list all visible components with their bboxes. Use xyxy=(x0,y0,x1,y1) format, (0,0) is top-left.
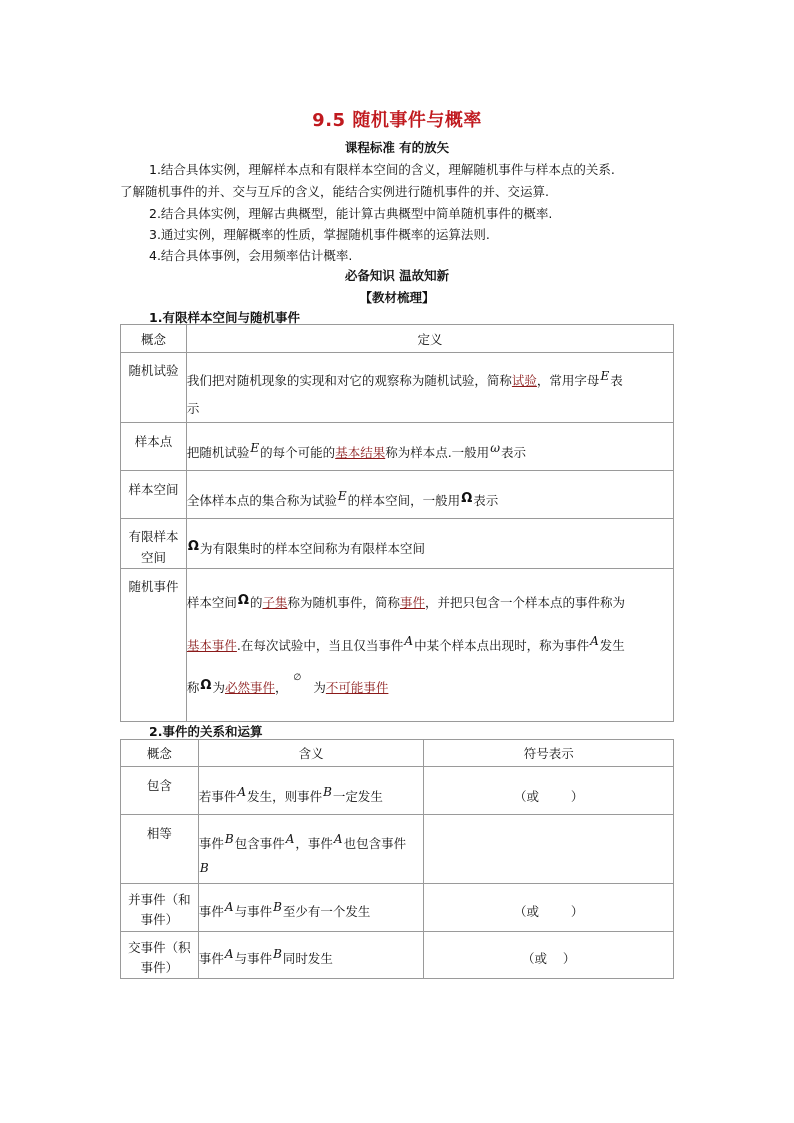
symbol-omega-lower: ω xyxy=(490,441,500,455)
symbol-omega: Ω xyxy=(237,593,249,608)
definition-text: 称 xyxy=(186,680,200,695)
standard-item-1-continued: 了解随机事件的并、交与互斥的含义，能结合实例进行随机事件的并、交运算. xyxy=(120,184,549,199)
definition-text: 为 xyxy=(313,680,326,695)
concept-text: 事件） xyxy=(140,912,179,927)
meaning-text: ，事件 xyxy=(295,836,333,851)
standards-heading: 课程标准 有的放矢 xyxy=(344,140,450,155)
concept-cell: 随机试验 xyxy=(121,353,187,423)
meaning-text: 至少有一个发生 xyxy=(282,904,371,919)
table-row xyxy=(121,353,674,423)
header-concept: 概念 xyxy=(121,740,199,767)
concept-text: 空间 xyxy=(140,550,166,565)
meaning-text: 若事件 xyxy=(198,789,237,804)
symbol-A: A xyxy=(333,832,343,846)
concept-cell: 包含 xyxy=(121,767,199,815)
answer-basic-event: 基本事件 xyxy=(186,638,237,653)
table-row xyxy=(121,569,674,722)
meaning-text: 事件 xyxy=(198,904,224,919)
concept-text: 交事件（积 xyxy=(128,940,191,955)
concept-cell xyxy=(121,932,199,979)
standard-item-1: 1.结合具体实例，理解样本点和有限样本空间的含义，理解随机事件与样本点的关系. xyxy=(149,162,615,177)
answer-event: 事件 xyxy=(400,595,426,610)
symbol-B: B xyxy=(273,947,282,961)
table-header-row xyxy=(121,740,674,767)
meaning-cell xyxy=(198,767,424,815)
section-1-label: 1.有限样本空间与随机事件 xyxy=(149,310,300,325)
symbol-cell: （或 ） xyxy=(424,767,674,815)
definition-text: 样本空间 xyxy=(186,595,237,610)
table-header-row xyxy=(121,325,674,353)
table-row xyxy=(121,815,674,884)
symbol-B: B xyxy=(273,900,282,914)
meaning-cell xyxy=(198,884,424,932)
definition-text: 我们把对随机现象的实现和对它的观察称为随机试验，简称 xyxy=(186,373,512,388)
symbol-omega: Ω xyxy=(200,678,212,693)
table-row xyxy=(121,519,674,569)
definition-text: 的 xyxy=(249,595,263,610)
definition-text: 表示 xyxy=(500,445,526,460)
concept-text: 有限样本 xyxy=(128,529,179,544)
definition-cell xyxy=(186,471,673,519)
symbol-B: B xyxy=(199,861,209,875)
table-row xyxy=(121,471,674,519)
concept-text: 并事件（和 xyxy=(128,892,191,907)
meaning-text: 与事件 xyxy=(234,904,273,919)
definition-text: 的每个可能的 xyxy=(260,445,336,460)
header-definition: 定义 xyxy=(186,325,673,353)
symbol-A: A xyxy=(237,785,247,799)
symbol-empty-set: ∅ xyxy=(293,673,302,683)
concept-cell: 样本空间 xyxy=(121,471,187,519)
definition-text: ，并把只包含一个样本点的事件称为 xyxy=(425,595,626,610)
concept-cell: 样本点 xyxy=(121,423,187,471)
meaning-text: 事件 xyxy=(198,951,224,966)
definition-text: 表示 xyxy=(473,493,499,508)
sample-space-table xyxy=(120,324,674,722)
section-2-label: 2.事件的关系和运算 xyxy=(149,724,263,739)
definition-text: 发生 xyxy=(599,638,625,653)
meaning-text: 同时发生 xyxy=(282,951,333,966)
symbol-A: A xyxy=(590,634,599,648)
symbol-E: E xyxy=(337,489,347,503)
symbol-cell: （或 ） xyxy=(424,932,674,979)
meaning-text: 包含事件 xyxy=(234,836,285,851)
meaning-text: 事件 xyxy=(198,836,224,851)
answer-impossible-event: 不可能事件 xyxy=(325,680,389,695)
definition-text: 中某个样本点出现时，称为事件 xyxy=(414,638,590,653)
definition-text: .在每次试验中，当且仅当事件 xyxy=(236,638,404,653)
knowledge-heading: 必备知识 温故知新 xyxy=(344,268,450,283)
concept-cell: 随机事件 xyxy=(121,569,187,722)
textbook-subheading: 【教材梳理】 xyxy=(359,290,435,305)
definition-cell xyxy=(186,423,673,471)
header-concept: 概念 xyxy=(121,325,187,353)
definition-text: ， xyxy=(275,680,288,695)
definition-text: 称为样本点.一般用 xyxy=(385,445,490,460)
symbol-E: E xyxy=(250,441,260,455)
definition-text: 为有限集时的样本空间称为有限样本空间 xyxy=(199,541,425,556)
standard-item-4: 4.结合具体事例，会用频率估计概率. xyxy=(149,248,353,263)
table-row xyxy=(121,932,674,979)
answer-certain-event: 必然事件 xyxy=(224,680,275,695)
definition-text: 为 xyxy=(212,680,225,695)
definition-cell xyxy=(186,519,673,569)
page-title: 9.5 随机事件与概率 xyxy=(312,110,482,131)
definition-cell xyxy=(186,569,673,722)
answer-trial: 试验 xyxy=(511,373,537,388)
concept-text: 事件） xyxy=(140,960,179,975)
meaning-cell xyxy=(198,932,424,979)
symbol-cell xyxy=(424,815,674,884)
definition-text: 把随机试验 xyxy=(186,445,250,460)
header-meaning: 含义 xyxy=(198,740,424,767)
standard-item-3: 3.通过实例，理解概率的性质，掌握随机事件概率的运算法则. xyxy=(149,227,490,242)
definition-text: ，常用字母 xyxy=(536,373,600,388)
meaning-text: 也包含事件 xyxy=(343,836,407,851)
answer-subset: 子集 xyxy=(262,595,288,610)
symbol-B: B xyxy=(323,785,332,799)
symbol-A: A xyxy=(224,900,234,914)
meaning-text: 发生，则事件 xyxy=(247,789,323,804)
definition-text: 表 xyxy=(610,373,623,388)
definition-cell xyxy=(186,353,673,423)
definition-text: 称为随机事件，简称 xyxy=(287,595,401,610)
definition-text: 示 xyxy=(186,401,200,416)
table-row xyxy=(121,884,674,932)
definition-text: 的样本空间，一般用 xyxy=(347,493,461,508)
event-relations-table xyxy=(120,739,674,979)
symbol-A: A xyxy=(404,634,414,648)
answer-basic-result: 基本结果 xyxy=(335,445,386,460)
header-symbol: 符号表示 xyxy=(424,740,674,767)
symbol-cell: （或 ） xyxy=(424,884,674,932)
meaning-text: 一定发生 xyxy=(332,789,383,804)
definition-text: 全体样本点的集合称为试验 xyxy=(186,493,337,508)
meaning-text: 与事件 xyxy=(234,951,273,966)
symbol-B: B xyxy=(224,832,234,846)
standard-item-2: 2.结合具体实例，理解古典概型，能计算古典概型中简单随机事件的概率. xyxy=(149,206,553,221)
table-row xyxy=(121,767,674,815)
symbol-omega: Ω xyxy=(187,539,199,554)
symbol-omega: Ω xyxy=(461,491,473,506)
concept-cell xyxy=(121,884,199,932)
table-row xyxy=(121,423,674,471)
symbol-A: A xyxy=(285,832,295,846)
concept-cell: 相等 xyxy=(121,815,199,884)
symbol-A: A xyxy=(224,947,234,961)
meaning-cell xyxy=(198,815,424,884)
concept-cell xyxy=(121,519,187,569)
symbol-E: E xyxy=(600,369,610,383)
